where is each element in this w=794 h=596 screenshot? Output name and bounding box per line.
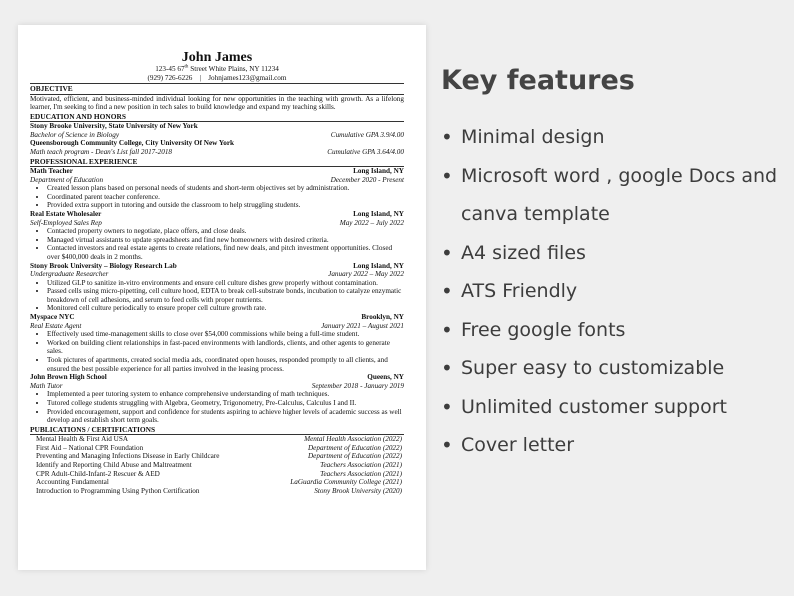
job-bullets: [30, 390, 404, 424]
job-subheader: [30, 322, 404, 331]
cert-name: Mental Health & First Aid USA: [36, 435, 129, 444]
feature-item: [441, 118, 786, 157]
job-org: Self-Employed Sales Rep: [30, 218, 102, 227]
job-bullet: • Utilized GLP to sanitize in-vitro environments and ensure cell culture dishes grew properly without contamination.: [47, 279, 404, 288]
job-bullet: • Managed virtual assistants to update spreadsheets and find new homeowners with desired criteria.: [47, 236, 404, 245]
job-location: Long Island, NY: [353, 166, 404, 175]
job-subheader: [30, 270, 404, 279]
features-list: [441, 118, 786, 465]
resume-phone-email: (929) 726-6226 | Johnjames123@gmail.com: [147, 73, 287, 82]
school-name: Queensborough Community College, City University Of New York: [30, 139, 235, 148]
education-entry: [30, 139, 404, 148]
job-bullet: • Contacted property owners to negotiate, place offers, and close deals.: [47, 227, 404, 236]
bullet-icon: •: [441, 356, 453, 380]
cert-issuer: Department of Education (2022): [307, 452, 402, 461]
cert-name: Accounting Fundamental: [36, 478, 109, 487]
job-title: Stony Brook University – Biology Research Lab: [30, 261, 177, 270]
degree: Math teach program - Dean's List fall 2017-2018: [30, 147, 173, 156]
bullet-icon: •: [441, 433, 453, 457]
bullet-icon: •: [441, 240, 453, 265]
resume-page: [18, 25, 426, 570]
job-bullet: • Effectively used time-management skills to close over $54,000 commissions while being a full-time student.: [47, 330, 404, 339]
feature-item: [441, 426, 786, 465]
job-org: Department of Education: [30, 175, 104, 184]
feature-item: [441, 234, 786, 273]
cert-name: CPR Adult-Child-Infant-2 Rescuer & AED: [36, 469, 160, 478]
job-bullet: • Provided encouragement, support and confidence for students aspiring to achieve higher levels of academic success as well develop and establish short term goals.: [47, 408, 404, 425]
cert-name: Identify and Reporting Child Abuse and Maltreatment: [36, 460, 192, 469]
feature-label: A4 sized files: [461, 241, 586, 264]
cert-entry: [30, 478, 404, 487]
feature-item: [441, 157, 786, 196]
address-part: 123-45 67: [155, 65, 185, 73]
job-header: [30, 313, 404, 322]
education-detail: [30, 148, 404, 157]
job-location: Long Island, NY: [353, 261, 404, 270]
job-title: John Brown High School: [30, 373, 107, 382]
job-title: Real Estate Wholesaler: [30, 209, 102, 218]
job-bullets: [30, 227, 404, 261]
job-org: Real Estate Agent: [30, 321, 82, 330]
feature-label: Cover letter: [461, 434, 575, 456]
job-subheader: [30, 382, 404, 391]
job-header: [30, 167, 404, 176]
job-bullet: • Passed cells using micro-pipetting, cell culture hood, EDTA to break cell-substrate bonds, incubation to catalyze enzymatic breakdown of cell adhesions, and serum to feed cells with proper nutrients.: [47, 287, 404, 304]
job-bullets: [30, 184, 404, 210]
cert-issuer: Department of Education (2022): [307, 443, 402, 452]
cert-entry: [30, 435, 404, 444]
cert-entry: [30, 444, 404, 453]
gpa: Cumulative GPA 3.9/4.00: [330, 130, 404, 139]
divider: [30, 83, 404, 84]
bullet-icon: •: [441, 317, 453, 342]
job-bullet: • Implemented a peer tutoring system to enhance comprehensive understanding of math techniques.: [47, 390, 404, 399]
section-certs-title: PUBLICATIONS / CERTIFICATIONS: [30, 426, 404, 435]
job-dates: September 2018 - January 2019: [311, 381, 404, 390]
feature-item: [441, 388, 786, 427]
resume-address: [30, 65, 404, 74]
job-org: Math Tutor: [30, 381, 63, 390]
job-header: [30, 210, 404, 219]
job-bullet: • Worked on building client relationships in fast-paced environments with landlords, clients, and other agents to generate sales.: [47, 339, 404, 356]
experience-list: [30, 167, 404, 425]
bullet-icon: •: [441, 163, 453, 188]
job-dates: May 2022 – July 2022: [339, 218, 404, 227]
feature-label: Minimal design: [461, 126, 605, 148]
job-bullet: • Monitored cell culture periodically to ensure proper cell culture growth rate.: [47, 304, 404, 313]
section-objective-title: OBJECTIVE: [30, 85, 404, 94]
bullet-icon: •: [441, 394, 453, 419]
job-bullet: • Coordinated parent teacher conference.: [47, 193, 404, 202]
degree: Bachelor of Science in Biology: [30, 130, 120, 139]
feature-label: ATS Friendly: [461, 280, 578, 302]
job-title: Math Teacher: [30, 166, 73, 175]
job-subheader: [30, 176, 404, 185]
cert-issuer: Mental Health Association (2022): [304, 435, 402, 444]
feature-item: [441, 311, 786, 350]
bullet-icon: •: [441, 125, 453, 149]
job-location: Brooklyn, NY: [361, 313, 404, 322]
feature-label: Unlimited customer support: [461, 395, 727, 418]
objective-text: Motivated, efficient, and business-minded individual looking for new opportunities in the teaching with growth. As a lifelong learner, I'm seeking to find a new position in tech sales to build knowledge and expand my teaching skills.: [30, 94, 404, 112]
job-bullet: • Tutored college students struggling with Algebra, Geometry, Trigonometry, Pre-Calculus, Calculus I and II.: [47, 399, 404, 408]
cert-entry: [30, 487, 404, 496]
cert-name: Preventing and Managing Infections Disease in Early Childcare: [36, 452, 220, 461]
address-sup: th: [184, 64, 189, 70]
education-list: [30, 122, 404, 156]
job-bullet: • Created lesson plans based on personal needs of students and short-term objectives set by administration.: [47, 184, 404, 193]
cert-issuer: Stony Brook University (2020): [314, 486, 402, 495]
job-location: Queens, NY: [367, 373, 404, 382]
cert-name: First Aid – National CPR Foundation: [36, 443, 144, 452]
feature-item: [441, 272, 786, 311]
cert-name: Introduction to Programming Using Python Certification: [36, 486, 200, 495]
feature-label: Super easy to customizable: [461, 357, 725, 379]
section-experience-title: PROFESSIONAL EXPERIENCE: [30, 158, 404, 167]
resume-name: John James: [181, 50, 253, 65]
features-panel: [441, 63, 786, 465]
job-title: Myspace NYC: [30, 313, 75, 322]
cert-issuer: LaGuardia Community College (2021): [290, 478, 402, 487]
feature-label: Microsoft word , google Docs and: [461, 164, 778, 187]
education-entry: [30, 122, 404, 131]
job-header: [30, 373, 404, 382]
bullet-icon: •: [441, 279, 453, 303]
job-location: Long Island, NY: [353, 209, 404, 218]
job-dates: January 2022 – May 2022: [328, 270, 404, 279]
job-bullet: • Provided extra support in tutoring and outside the classroom to help struggling students.: [47, 201, 404, 210]
job-bullet: • Contacted investors and real estate agents to create relations, find new deals, and pitch investment opportunities. Closed over $400,000 deals in 2 months.: [47, 244, 404, 261]
job-dates: December 2020 - Present: [330, 175, 404, 184]
feature-item-continuation: canva template: [461, 203, 610, 225]
gpa: Cumulative GPA 3.64/4.00: [327, 147, 404, 156]
school-name: Stony Brooke University, State University of New York: [30, 122, 198, 131]
cert-issuer: Teachers Association (2021): [320, 460, 402, 469]
job-subheader: [30, 219, 404, 228]
cert-issuer: Teachers Association (2021): [320, 469, 402, 478]
job-bullets: [30, 330, 404, 373]
resume-content: [30, 50, 404, 495]
job-org: Undergraduate Researcher: [30, 270, 109, 279]
certs-list: [30, 435, 404, 495]
feature-item: [441, 349, 786, 388]
cert-entry: [30, 461, 404, 470]
section-education-title: EDUCATION AND HONORS: [30, 113, 404, 122]
address-part: Street White Plains, NY 11234: [188, 65, 279, 73]
job-dates: January 2021 – August 2021: [321, 321, 404, 330]
job-bullet: • Took pictures of apartments, created social media ads, coordinated open houses, responded promptly to all clients, and ensured the best possible experience for all parties involved in the leasing process.: [47, 356, 404, 373]
feature-label: Free google fonts: [461, 318, 626, 341]
features-title: Key features: [441, 65, 635, 96]
job-bullets: [30, 279, 404, 313]
job-header: [30, 262, 404, 271]
education-detail: [30, 131, 404, 140]
cert-entry: [30, 452, 404, 461]
cert-entry: [30, 470, 404, 479]
